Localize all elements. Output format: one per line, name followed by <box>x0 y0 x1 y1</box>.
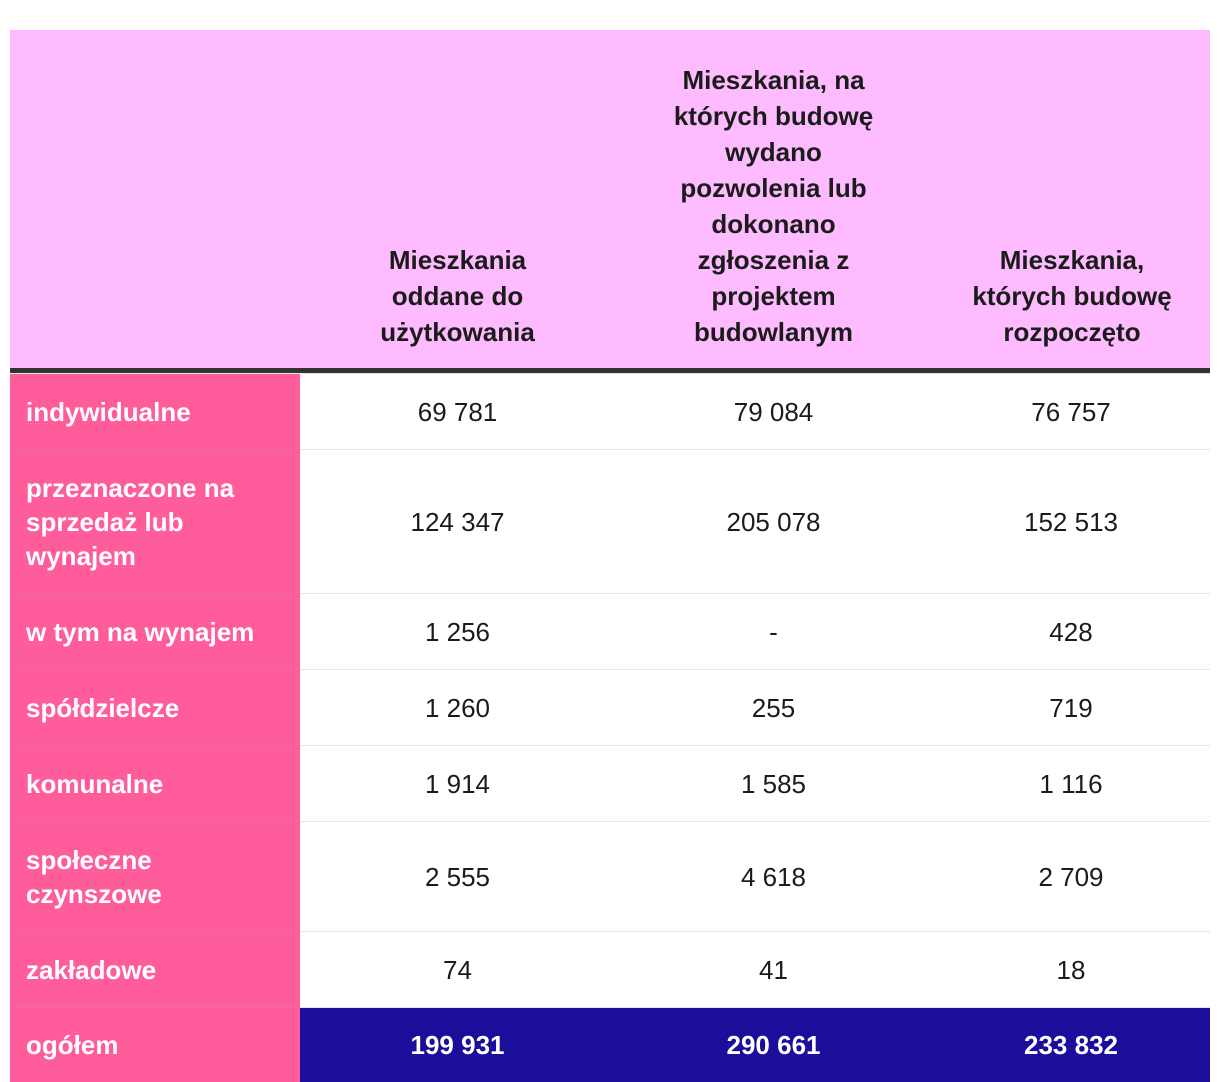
cell-value: 205 078 <box>615 450 932 594</box>
cell-value: 2 709 <box>932 822 1210 932</box>
cell-value: - <box>615 594 932 670</box>
housing-table <box>10 30 1210 1082</box>
row-label: komunalne <box>10 746 300 822</box>
header-row <box>10 30 1210 368</box>
total-label: ogółem <box>10 1008 300 1082</box>
cell-value: 79 084 <box>615 374 932 450</box>
cell-value: 74 <box>300 932 615 1008</box>
row-label: zakładowe <box>10 932 300 1008</box>
table-body <box>10 368 1210 1082</box>
column-header-completed: Mieszkania oddane do użytkowania <box>300 30 615 368</box>
table-row <box>10 746 1210 822</box>
table-row <box>10 670 1210 746</box>
total-value: 233 832 <box>932 1008 1210 1082</box>
table-row <box>10 450 1210 594</box>
cell-value: 1 585 <box>615 746 932 822</box>
table-header <box>10 30 1210 368</box>
row-label: przeznaczone na sprzedaż lub wynajem <box>10 450 300 594</box>
table-row <box>10 374 1210 450</box>
cell-value: 2 555 <box>300 822 615 932</box>
cell-value: 1 914 <box>300 746 615 822</box>
cell-value: 18 <box>932 932 1210 1008</box>
total-value: 199 931 <box>300 1008 615 1082</box>
cell-value: 152 513 <box>932 450 1210 594</box>
cell-value: 1 260 <box>300 670 615 746</box>
data-table-container <box>10 30 1210 1082</box>
row-label: spółdzielcze <box>10 670 300 746</box>
cell-value: 4 618 <box>615 822 932 932</box>
table-row <box>10 594 1210 670</box>
row-label: społeczne czynszowe <box>10 822 300 932</box>
cell-value: 719 <box>932 670 1210 746</box>
cell-value: 41 <box>615 932 932 1008</box>
table-row <box>10 822 1210 932</box>
row-label: indywidualne <box>10 374 300 450</box>
cell-value: 69 781 <box>300 374 615 450</box>
cell-value: 1 116 <box>932 746 1210 822</box>
cell-value: 76 757 <box>932 374 1210 450</box>
column-header-permits: Mieszkania, na których budowę wydano pozwolenia lub dokonano zgłoszenia z projektem budowlanym <box>615 30 932 368</box>
row-label: w tym na wynajem <box>10 594 300 670</box>
cell-value: 124 347 <box>300 450 615 594</box>
table-row <box>10 932 1210 1008</box>
column-header-started: Mieszkania, których budowę rozpoczęto <box>932 30 1210 368</box>
header-empty-cell <box>10 30 300 368</box>
total-value: 290 661 <box>615 1008 932 1082</box>
total-row <box>10 1008 1210 1082</box>
cell-value: 1 256 <box>300 594 615 670</box>
cell-value: 255 <box>615 670 932 746</box>
cell-value: 428 <box>932 594 1210 670</box>
